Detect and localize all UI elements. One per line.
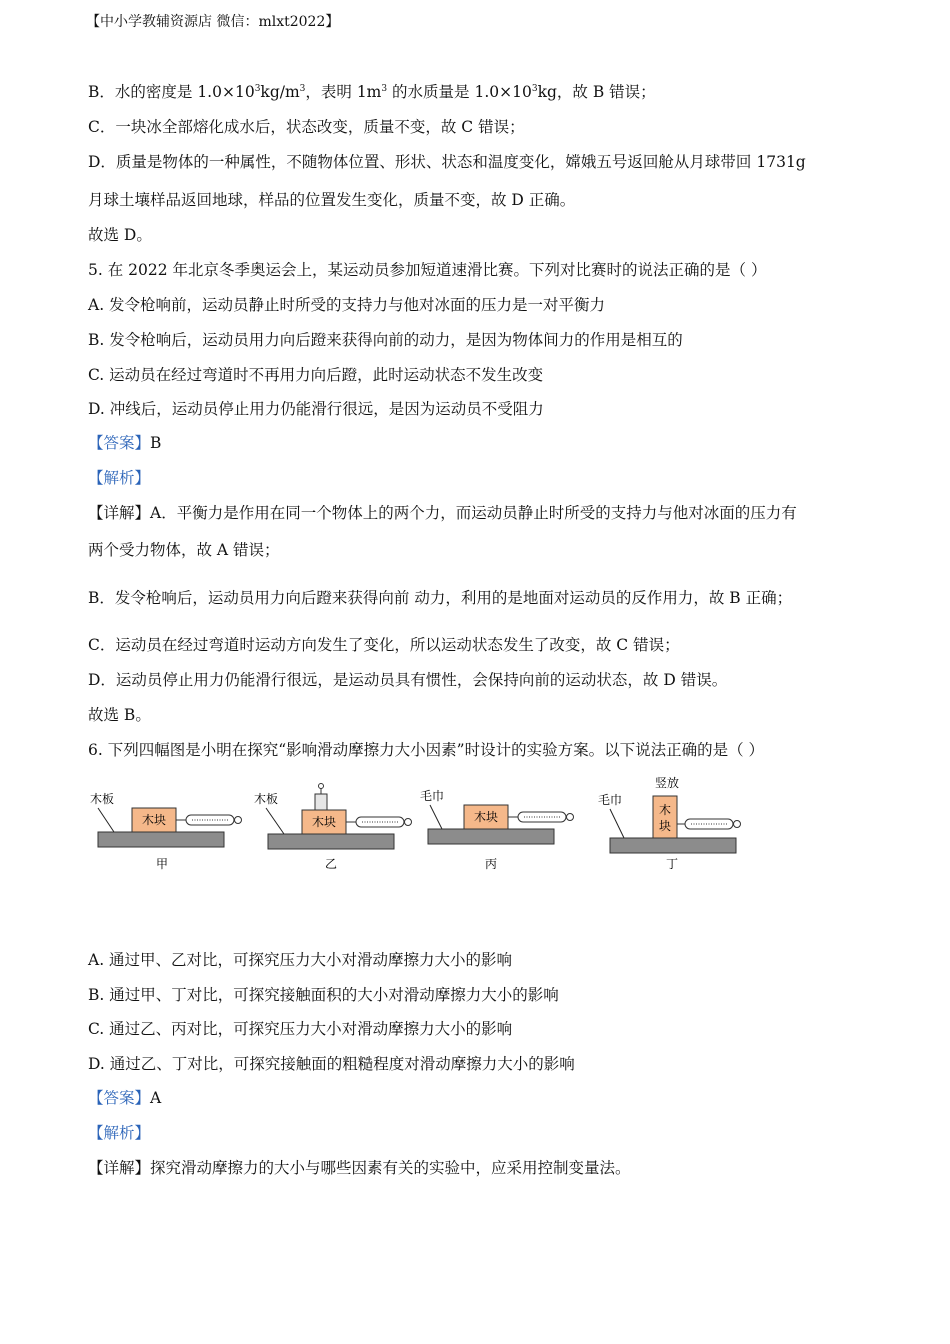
detail-tag: 【详解】 [88, 504, 151, 522]
caption-jia: 甲 [155, 857, 169, 871]
board-yi [268, 834, 394, 849]
q6-option-b: B. 通过甲、丁对比，可探究接触面积的大小对滑动摩擦力大小的影响 [88, 986, 559, 1004]
block-label-top-ding: 木 [658, 803, 672, 817]
q4-option-d-line1: D．质量是物体的一种属性，不随物体位置、形状、状态和温度变化，嫦娥五号返回舱从月球带回 1731g [88, 153, 806, 171]
setup-yi [254, 784, 412, 872]
block-label-bottom-ding: 块 [658, 819, 672, 833]
caption-yi: 乙 [324, 857, 338, 871]
q5-conclusion: 故选 B。 [88, 706, 151, 724]
q4-option-b: B．水的密度是 $1.0\times 10^3kg/m^3$，表明 $1m^3$ 的水质量是 $1.0\times 10^3kg$，故 B 错误； [88, 83, 656, 101]
q5-detail-line3: B．发令枪响后，运动员用力向后蹬来获得向前 动力，利用的是地面对运动员的反作用力，故 B 正确； [88, 589, 793, 607]
board-jia [98, 832, 224, 847]
q5-detail-line4: C．运动员在经过弯道时运动方向发生了变化，所以运动状态发生了改变，故 C 错误； [88, 636, 680, 654]
detail-tag: 【详解】 [88, 1159, 151, 1177]
q6-analysis-tag: 【解析】 [88, 1124, 151, 1142]
answer-value: A [150, 1089, 162, 1107]
q5-analysis-tag: 【解析】 [88, 469, 151, 487]
label-pointer [430, 805, 442, 829]
q4-option-c: C．一块冰全部熔化成水后，状态改变，质量不变，故 C 错误； [88, 118, 525, 136]
q5-detail-line1: 【详解】A．平衡力是作用在同一个物体上的两个力，而运动员静止时所受的支持力与他对冰面的压力有 [88, 504, 797, 522]
setup-bing [420, 788, 574, 871]
label-pointer [610, 809, 624, 838]
q6-detail-line1: 【详解】探究滑动摩擦力的大小与哪些因素有关的实验中，应采用控制变量法。 [88, 1159, 631, 1177]
q5-option-a: A. 发令枪响前，运动员静止时所受的支持力与他对冰面的压力是一对平衡力 [88, 296, 606, 314]
label-pointer [98, 808, 114, 832]
q5-option-c: C. 运动员在经过弯道时不再用力向后蹬，此时运动状态不发生改变 [88, 366, 544, 384]
surface-label-jia: 木板 [90, 792, 115, 806]
surface-label-ding: 毛巾 [598, 793, 623, 807]
label-pointer [266, 808, 284, 834]
spring-scale-icon [346, 817, 412, 827]
caption-bing: 丙 [484, 857, 498, 871]
spring-scale-icon [677, 819, 741, 829]
q6-option-a: A. 通过甲、乙对比，可探究压力大小对滑动摩擦力大小的影响 [88, 951, 513, 969]
q5-stem: 5. 在 2022 年北京冬季奥运会上，某运动员参加短道速滑比赛。下列对比赛时的说法正确的是（ ） [88, 261, 767, 279]
setup-jia [90, 791, 242, 871]
block-label-yi: 木块 [311, 815, 337, 829]
towel-board-bing [428, 829, 554, 844]
q5-answer [88, 433, 161, 453]
q5-detail-line5: D．运动员停止用力仍能滑行很远，是运动员具有惯性，会保持向前的运动状态，故 D 错误。 [88, 671, 728, 689]
answer-tag: 【答案】 [88, 434, 151, 452]
spring-scale-icon [176, 815, 242, 825]
answer-value: B [150, 434, 162, 452]
page-header: 【中小学教辅资源店 微信：mlxt2022】 [86, 14, 340, 30]
answer-tag: 【答案】 [88, 1089, 151, 1107]
q4-option-d-line2: 月球土壤样品返回地球，样品的位置发生变化，质量不变，故 D 正确。 [88, 191, 576, 209]
surface-label-bing: 毛巾 [420, 789, 445, 803]
spring-scale-icon [508, 812, 574, 822]
weight-icon [315, 784, 327, 811]
q4-conclusion: 故选 D。 [88, 226, 152, 244]
upright-label-ding: 竖放 [654, 776, 680, 790]
q6-answer [88, 1088, 161, 1108]
q6-option-d: D. 通过乙、丁对比，可探究接触面的粗糙程度对滑动摩擦力大小的影响 [88, 1055, 575, 1073]
setup-ding [598, 775, 741, 871]
surface-label-yi: 木板 [254, 792, 279, 806]
caption-ding: 丁 [665, 857, 679, 871]
q5-option-d: D. 冲线后，运动员停止用力仍能滑行很远，是因为运动员不受阻力 [88, 400, 544, 418]
q6-stem: 6. 下列四幅图是小明在探究“影响滑动摩擦力大小因素”时设计的实验方案。以下说法正确的是（ ） [88, 741, 764, 759]
q5-option-b: B. 发令枪响后，运动员用力向后蹬来获得向前的动力，是因为物体间力的作用是相互的 [88, 331, 683, 349]
q6-option-c: C. 通过乙、丙对比，可探究压力大小对滑动摩擦力大小的影响 [88, 1020, 513, 1038]
block-label-jia: 木块 [141, 813, 167, 827]
towel-board-ding [610, 838, 736, 853]
block-label-bing: 木块 [473, 810, 499, 824]
q5-detail-line2: 两个受力物体，故 A 错误； [88, 541, 280, 559]
friction-experiment-figure [80, 772, 780, 882]
